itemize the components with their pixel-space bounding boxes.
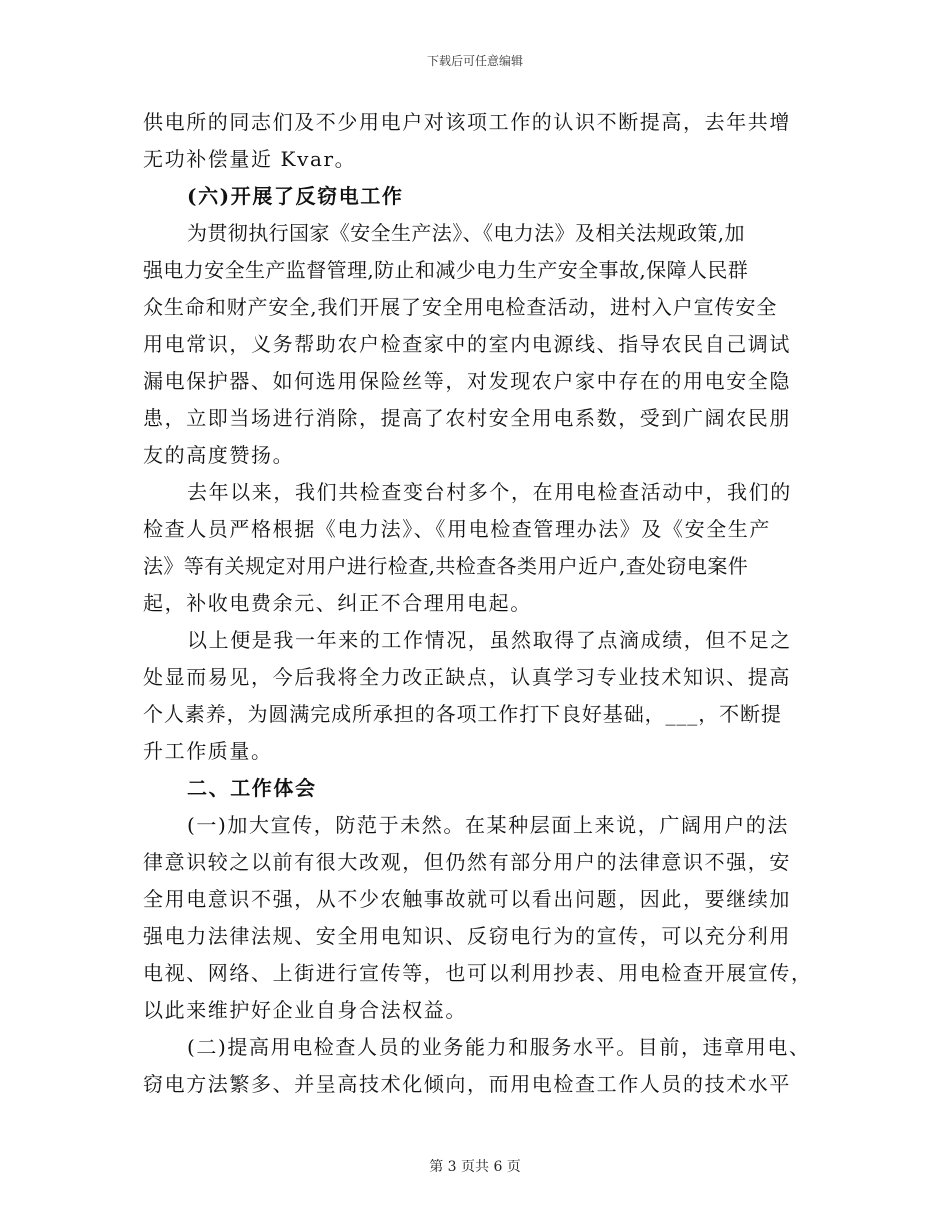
paragraph-line: 去年以来，我们共检查变台村多个，在用电检查活动中，我们的 [187, 480, 792, 504]
paragraph-line: 电视、网络、上街进行宣传等，也可以利用抄表、用电检查开展宣传， [143, 961, 813, 985]
paragraph-line: 为贯彻执行国家《安全生产法》、《电力法》及相关法规政策,加 [187, 221, 745, 245]
paragraph-line: 起，补收电费余元、纠正不合理用电起。 [143, 591, 532, 615]
paragraph-line: 个人素养，为圆满完成所承担的各项工作打下良好基础，___，不断提 [143, 702, 782, 726]
paragraph-line: 窃电方法繁多、并呈高技术化倾向，而用电检查工作人员的技术水平 [143, 1072, 791, 1096]
paragraph-line: 处显而易见，今后我将全力改正缺点，认真学习专业技术知识、提高 [143, 665, 791, 689]
paragraph-line: 法》等有关规定对用户进行检查,共检查各类用户近户,查处窃电案件 [143, 554, 749, 578]
paragraph-line: 患，立即当场进行消除，提高了农村安全用电系数，受到广阔农民朋 [143, 406, 791, 430]
paragraph-line: 友的高度赞扬。 [143, 443, 295, 467]
paragraph-line: 律意识较之以前有很大改观，但仍然有部分用户的法律意识不强，安 [143, 850, 791, 874]
document-body [143, 104, 813, 1103]
paragraph-line: 众生命和财产安全,我们开展了安全用电检查活动，进村入户宣传安全 [143, 295, 778, 319]
paragraph-line: 检查人员严格根据《电力法》、《用电检查管理办法》及《安全生产 [143, 517, 771, 541]
paragraph-line: 漏电保护器、如何选用保险丝等，对发现农户家中存在的用电安全隐 [143, 369, 791, 393]
paragraph-line: 无功补偿量近 Kvar。 [143, 147, 357, 171]
page-header: 下载后可任意编辑 [426, 54, 523, 68]
paragraph-line: 强电力安全生产监督管理,防止和减少电力生产安全事故,保障人民群 [143, 258, 749, 282]
paragraph-line: 全用电意识不强，从不少农触事故就可以看出问题，因此，要继续加 [143, 887, 791, 911]
paragraph-line: 强电力法律法规、安全用电知识、反窃电行为的宣传，可以充分利用 [143, 924, 791, 948]
page-footer: 第 3 页共 6 页 [429, 1159, 521, 1175]
paragraph-line: 以上便是我一年来的工作情况，虽然取得了点滴成绩，但不足之 [187, 628, 792, 652]
paragraph-line: 以此来维护好企业自身合法权益。 [143, 998, 467, 1022]
section-heading: 二、工作体会 [187, 776, 317, 800]
paragraph-line: 升工作质量。 [143, 739, 273, 763]
paragraph-line: 供电所的同志们及不少用电户对该项工作的认识不断提高，去年共增 [143, 110, 791, 134]
paragraph-line: 用电常识，义务帮助农户检查家中的室内电源线、指导农民自己调试 [143, 332, 791, 356]
paragraph-line: (一)加大宣传，防范于未然。在某种层面上来说，广阔用户的法 [187, 813, 790, 837]
section-heading: (六)开展了反窃电工作 [187, 184, 404, 208]
paragraph-line: (二)提高用电检查人员的业务能力和服务水平。目前，违章用电、 [187, 1035, 811, 1059]
